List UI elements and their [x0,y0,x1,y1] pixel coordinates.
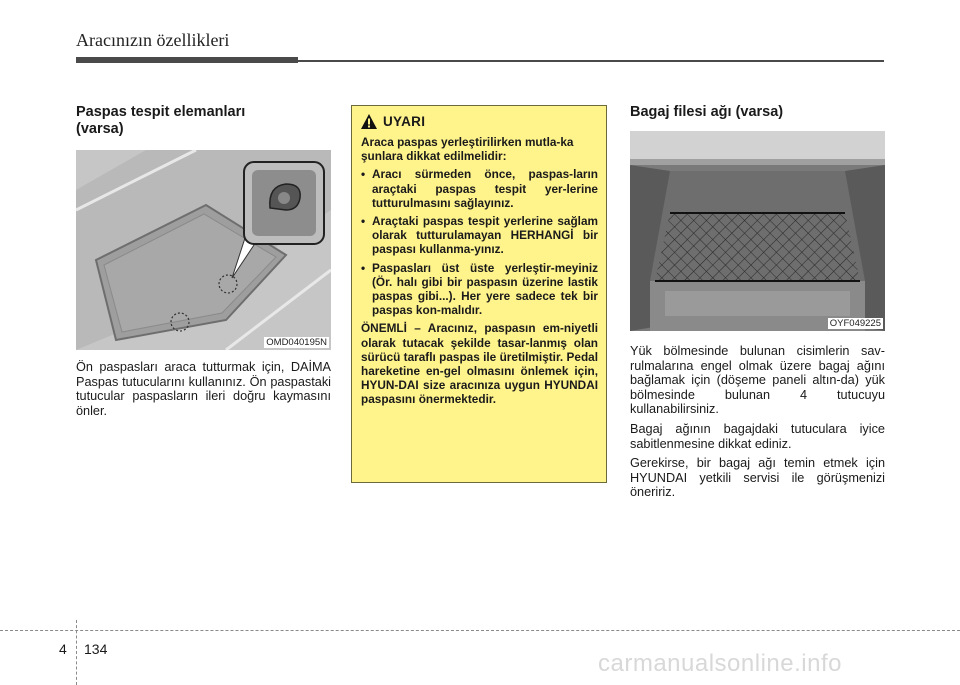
warning-item-text: Paspasları üst üste yerleştir-meyiniz (Ör. halı gibi bir paspasın üzerine lastik paspas gibi...). Her yere sadece tek bir paspas kon-malıdır. [372,260,598,318]
heading-line-2: (varsa) [76,121,124,137]
cargo-net-paragraph-2: Bagaj ağının bagajdaki tutuculara iyice sabitlenmesine dikkat ediniz. [630,421,885,451]
warning-title: UYARI [383,114,426,129]
footer-dashed-rule [0,630,960,631]
warning-triangle-icon [361,114,377,129]
cargo-net-paragraph-1: Yük bölmesinde bulunan cisimlerin sav-rulmalarına engel olmak üzere bagaj ağını bağlamak için (döşeme paneli altın-da) yük bölmesinde bulunan 4 tutucuyu kullanabilirsiniz. [630,344,885,417]
header-rule-thin [298,60,884,62]
bullet-icon: • [361,214,366,229]
warning-important-note: ÖNEMLİ – Aracınız, paspasın em-niyetli olarak tutacak şekilde tasar-lanmış olan sürücü taraflı paspas ile üretilmiştir. Pedal hareketine en-gel olmasını önlemek için, HYUN-DAI size aracınıza uygun HYUNDAI paspasını önermektedir. [361,321,598,407]
footer-dashed-divider [76,620,77,685]
cargo-net-drawing [630,131,885,331]
heading-line-1: Paspas tespit elemanları [76,104,246,120]
watermark: carmanualsonline.info [598,650,842,677]
warning-item-text: Araçtaki paspas tespit yerlerine sağlam olarak tutturulamayan HERHANGİ bir paspası kullanma-yınız. [372,214,598,257]
cargo-net-heading: Bagaj filesi ağı (varsa) [630,104,784,120]
warning-item [361,167,598,210]
floor-mat-anchor-heading [76,104,331,138]
warning-header [361,114,598,129]
warning-box [351,105,607,483]
warning-intro: Araca paspas yerleştirilirken mutla-ka şunlara dikkat edilmelidir: [361,135,574,164]
chapter-number: 4 [59,641,67,657]
cargo-net-photo [630,131,885,331]
bullet-icon: • [361,167,366,182]
warning-item [361,261,598,318]
warning-item [361,214,598,257]
floor-mat-anchor-illustration [76,150,331,350]
figure-code-right: OYF049225 [829,318,881,329]
warning-list [361,167,598,317]
left-column [76,104,331,423]
page-number: 134 [84,641,108,657]
right-column [630,104,885,505]
floor-mat-drawing [76,150,331,350]
floor-mat-paragraph: Ön paspasları araca tutturmak için, DAİMA Paspas tutucularını kullanınız. Ön paspastaki tutucular paspasların ileri doğru kaymasını önler. [76,360,331,418]
header-rule-thick [76,57,298,63]
figure-code-left: OMD040195N [266,337,327,348]
page-header-title: Aracınızın özellikleri [76,30,230,50]
cargo-net-paragraph-3: Gerekirse, bir bagaj ağı temin etmek için HYUNDAI yetkili servisi ile görüşmenizi öneririz. [630,456,885,500]
warning-item-text: Aracı sürmeden önce, paspas-ların araçtaki paspas tespit yer-lerine tutturulmasını sağlayınız. [372,167,598,210]
bullet-icon: • [361,260,366,275]
